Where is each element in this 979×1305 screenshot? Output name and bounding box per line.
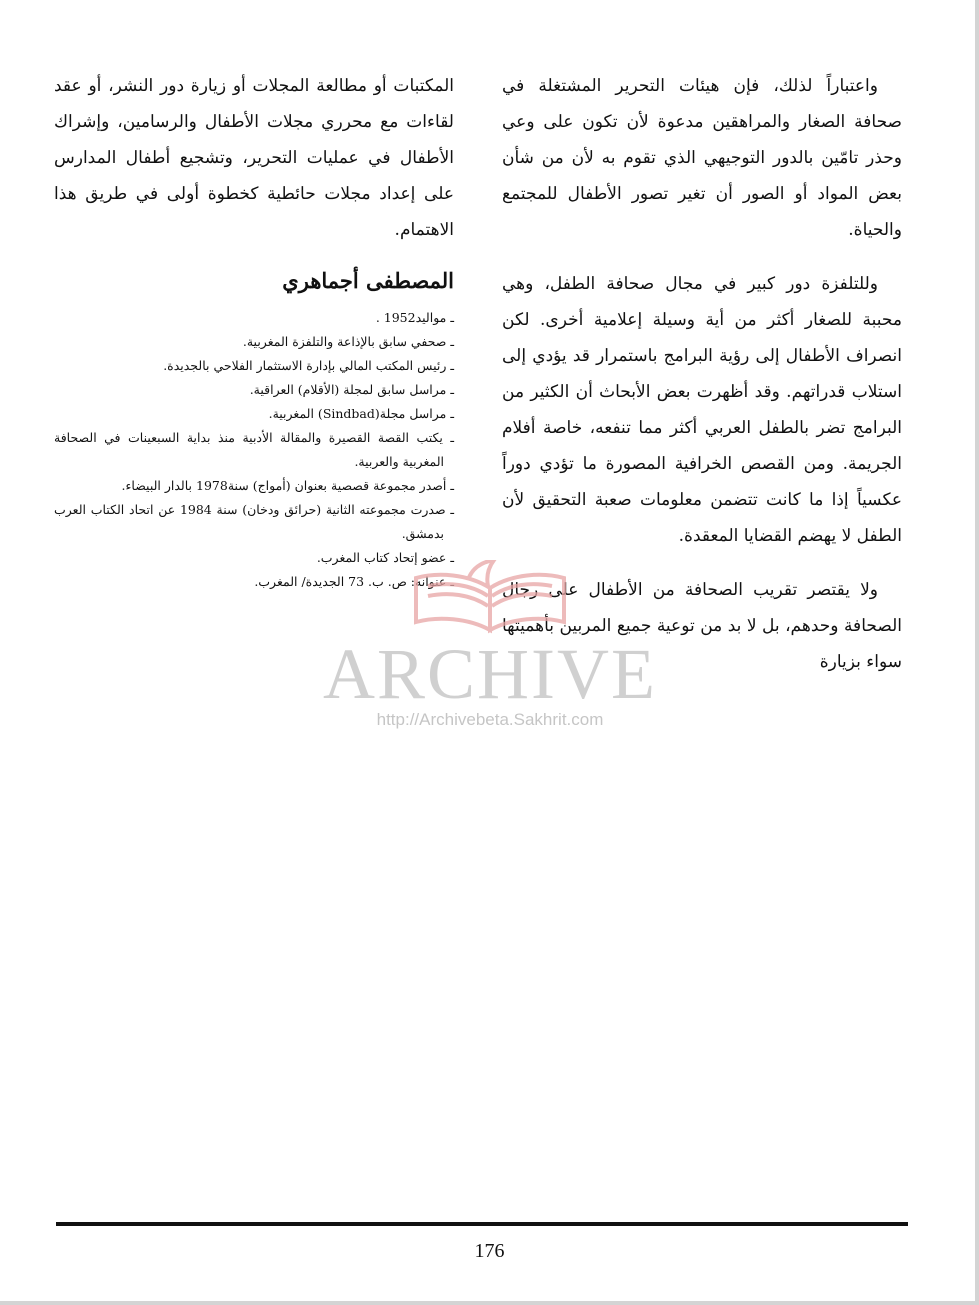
paragraph-2: وللتلفزة دور كبير في مجال صحافة الطفل، وهي محببة للصغار أكثر من أية وسيلة إعلامية أخرى. لكن انصراف الأطفال إلى رؤية البرامج باستمرار قد يؤدي إلى استلاب قدراتهم. وقد أظهرت بعض الأبحاث أن الكثير من البرامج تضر بالطفل العربي أكثر مما تنفعه، خاصة أفلام الجريمة. ومن القصص الخرافية المصورة ما تؤدي دوراً عكسياً إذا ما كانت تتضمن معلومات صعبة التحقيق لأن الطفل لا يهضم القضايا المعقدة.	[502, 274, 902, 546]
bio-item: ـ يكتب القصة القصيرة والمقالة الأدبية منذ بداية السبعينات في الصحافة المغربية والعربية.	[54, 430, 454, 469]
bio-item: ـ أصدر مجموعة قصصية بعنوان (أمواج) سنة1978 بالدار البيضاء.	[121, 478, 454, 493]
right-column	[502, 68, 902, 698]
bio-item: ـ مراسل مجلة(Sindbad) المغربية.	[268, 406, 454, 421]
page-number: 176	[474, 1240, 505, 1262]
watermark-url: http://Archivebeta.Sakhrit.com	[376, 710, 604, 729]
paragraph-continued: المكتبات أو مطالعة المجلات أو زيارة دور النشر، أو عقد لقاءات مع محرري مجلات الأطفال والرسامين، وإشراك الأطفال في عمليات التحرير، وتشجيع أطفال المدارس على إعداد مجلات حائطية كخطوة أولى في طريق هذا الاهتمام.	[54, 76, 454, 240]
left-column	[54, 68, 454, 594]
page-frame-right	[975, 0, 979, 1305]
author-name: المصطفى أجماهري	[282, 268, 454, 293]
paragraph-1: واعتباراً لذلك، فإن هيئات التحرير المشتغلة في صحافة الصغار والمراهقين مدعوة لأن تكون على وعي وحذر تامّين بالدور التوجيهي الذي تقوم به لأن من شأن بعض المواد أو الصور أن تغير تصور الأطفال للمجتمع والحياة.	[502, 76, 902, 240]
bio-item: ـ رئيس المكتب المالي بإدارة الاستثمار الفلاحي بالجديدة.	[163, 358, 454, 373]
bio-item: ـ صدرت مجموعته الثانية (حرائق ودخان) سنة 1984 عن اتحاد الكتاب العرب بدمشق.	[54, 502, 454, 541]
paragraph-3: ولا يقتصر تقريب الصحافة من الأطفال على رجال الصحافة وحدهم، بل لا بد من توعية جميع المربين بأهميتها سواء بزيارة	[502, 580, 902, 672]
footer-rule	[56, 1222, 908, 1226]
bio-item: ـ عضو إتحاد كتاب المغرب.	[316, 550, 454, 565]
author-bio-list	[54, 306, 454, 594]
bio-item: ـ عنوانه: ص. ب. 73 الجديدة/ المغرب.	[254, 574, 454, 589]
bio-item: ـ مراسل سابق لمجلة (الأقلام) العراقية.	[249, 382, 454, 397]
page-frame-bottom	[0, 1301, 979, 1305]
bio-item: ـ مواليد1952 .	[375, 310, 454, 325]
watermark-text: ARCHIVE	[323, 634, 657, 714]
bio-item: ـ صحفي سابق بالإذاعة والتلفزة المغربية.	[242, 334, 454, 349]
